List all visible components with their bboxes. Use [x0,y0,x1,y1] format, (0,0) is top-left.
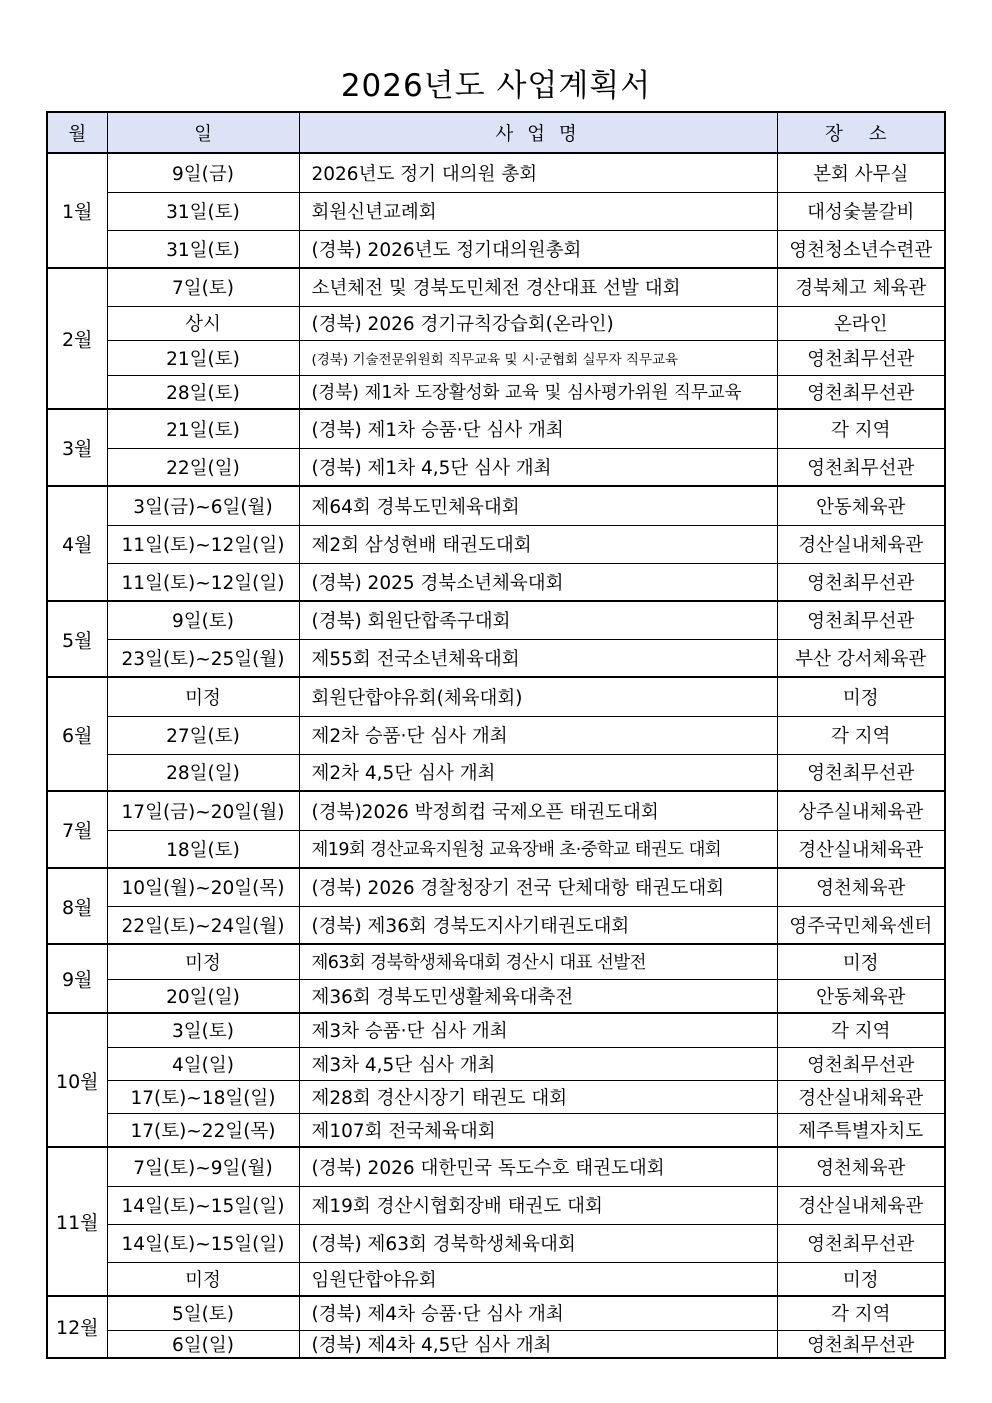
day-cell: 10일(월)~20일(목) [107,868,299,906]
day-cell: 3일(금)~6일(월) [107,486,299,525]
table-row [47,906,945,944]
event-cell: 제63회 경북학생체육대회 경산시 대표 선발전 [299,944,777,979]
day-cell: 4일(일) [107,1047,299,1080]
event-cell: 제28회 경산시장기 태권도 대회 [299,1080,777,1113]
day-cell: 11일(토)~12일(일) [107,525,299,563]
event-cell: 임원단합야유회 [299,1262,777,1296]
day-cell: 7일(토)~9일(월) [107,1147,299,1186]
day-cell: 28일(토) [107,375,299,409]
table-row [47,1113,945,1147]
table-row [47,1296,945,1330]
month-cell: 8월 [47,868,107,944]
day-cell: 28일(일) [107,754,299,791]
table-row [47,601,945,639]
event-cell: 제64회 경북도민체육대회 [299,486,777,525]
day-cell: 11일(토)~12일(일) [107,563,299,601]
business-plan-table [46,111,946,1359]
header-month: 월 [47,112,107,153]
day-cell: 22일(토)~24일(월) [107,906,299,944]
place-cell: 영천최무선관 [777,1330,945,1358]
month-cell: 4월 [47,486,107,601]
place-cell: 경산실내체육관 [777,1080,945,1113]
table-row [47,1047,945,1080]
place-cell: 영천최무선관 [777,754,945,791]
table-row [47,1186,945,1224]
table-row [47,525,945,563]
place-cell: 영천최무선관 [777,563,945,601]
table-row [47,639,945,677]
header-event: 사 업 명 [299,112,777,153]
day-cell: 27일(토) [107,716,299,754]
place-cell: 안동체육관 [777,486,945,525]
day-cell: 미정 [107,944,299,979]
place-cell: 미정 [777,1262,945,1296]
day-cell: 17(토)~18일(일) [107,1080,299,1113]
table-row [47,979,945,1013]
day-cell: 18일(토) [107,830,299,868]
place-cell: 각 지역 [777,1013,945,1047]
event-cell: (경북) 제1차 도장활성화 교육 및 심사평가위원 직무교육 [299,375,777,409]
place-cell: 영주국민체육센터 [777,906,945,944]
place-cell: 상주실내체육관 [777,791,945,830]
table-row [47,230,945,268]
event-cell: (경북) 회원단합족구대회 [299,601,777,639]
place-cell: 각 지역 [777,716,945,754]
table-row [47,192,945,230]
place-cell: 경북체고 체육관 [777,268,945,306]
table-row [47,563,945,601]
place-cell: 본회 사무실 [777,153,945,192]
table-row [47,268,945,306]
month-cell: 3월 [47,409,107,486]
table-row [47,1147,945,1186]
day-cell: 5일(토) [107,1296,299,1330]
day-cell: 31일(토) [107,230,299,268]
place-cell: 경산실내체육관 [777,1186,945,1224]
event-cell: 제36회 경북도민생활체육대축전 [299,979,777,1013]
day-cell: 14일(토)~15일(일) [107,1186,299,1224]
table-row [47,1262,945,1296]
month-cell: 1월 [47,153,107,268]
month-cell: 12월 [47,1296,107,1358]
table-row [47,409,945,448]
place-cell: 제주특별자치도 [777,1113,945,1147]
event-cell: 회원단합야유회(체육대회) [299,677,777,716]
day-cell: 23일(토)~25일(월) [107,639,299,677]
place-cell: 영천최무선관 [777,1224,945,1262]
header-place: 장 소 [777,112,945,153]
place-cell: 부산 강서체육관 [777,639,945,677]
table-body [47,153,945,1358]
event-cell: 제2차 4,5단 심사 개최 [299,754,777,791]
place-cell: 미정 [777,677,945,716]
event-cell: (경북) 제1차 4,5단 심사 개최 [299,448,777,486]
event-cell: (경북) 2026년도 정기대의원총회 [299,230,777,268]
day-cell: 3일(토) [107,1013,299,1047]
place-cell: 대성숯불갈비 [777,192,945,230]
table-row [47,868,945,906]
event-cell: (경북) 제63회 경북학생체육대회 [299,1224,777,1262]
month-cell: 9월 [47,944,107,1013]
day-cell: 6일(일) [107,1330,299,1358]
table-row [47,944,945,979]
event-cell: 2026년도 정기 대의원 총회 [299,153,777,192]
event-cell: (경북) 제36회 경북도지사기태권도대회 [299,906,777,944]
day-cell: 17일(금)~20일(월) [107,791,299,830]
day-cell: 20일(일) [107,979,299,1013]
table-row [47,375,945,409]
event-cell: (경북) 제4차 승품·단 심사 개최 [299,1296,777,1330]
day-cell: 미정 [107,1262,299,1296]
table-row [47,754,945,791]
table-row [47,153,945,192]
place-cell: 경산실내체육관 [777,525,945,563]
event-cell: 회원신년교례회 [299,192,777,230]
header-day: 일 [107,112,299,153]
place-cell: 경산실내체육관 [777,830,945,868]
event-cell: 제3차 4,5단 심사 개최 [299,1047,777,1080]
month-cell: 11월 [47,1147,107,1296]
table-row [47,486,945,525]
table-row [47,306,945,340]
day-cell: 31일(토) [107,192,299,230]
day-cell: 14일(토)~15일(일) [107,1224,299,1262]
place-cell: 영천최무선관 [777,601,945,639]
place-cell: 각 지역 [777,1296,945,1330]
day-cell: 17(토)~22일(목) [107,1113,299,1147]
event-cell: (경북) 2026 대한민국 독도수호 태권도대회 [299,1147,777,1186]
page-title: 2026년도 사업계획서 [340,68,652,104]
event-cell: (경북) 제1차 승품·단 심사 개최 [299,409,777,448]
day-cell: 21일(토) [107,409,299,448]
place-cell: 각 지역 [777,409,945,448]
event-cell: (경북) 2026 경찰청장기 전국 단체대항 태권도대회 [299,868,777,906]
place-cell: 영천청소년수련관 [777,230,945,268]
day-cell: 9일(금) [107,153,299,192]
place-cell: 영천체육관 [777,1147,945,1186]
day-cell: 7일(토) [107,268,299,306]
place-cell: 온라인 [777,306,945,340]
table-row [47,448,945,486]
event-cell: 제107회 전국체육대회 [299,1113,777,1147]
day-cell: 21일(토) [107,340,299,375]
table-row [47,1224,945,1262]
table-row [47,716,945,754]
place-cell: 영천최무선관 [777,448,945,486]
day-cell: 22일(일) [107,448,299,486]
month-cell: 10월 [47,1013,107,1147]
event-cell: (경북) 제4차 4,5단 심사 개최 [299,1330,777,1358]
day-cell: 미정 [107,677,299,716]
event-cell: (경북)2026 박정희컵 국제오픈 태권도대회 [299,791,777,830]
event-cell: 제2회 삼성현배 태권도대회 [299,525,777,563]
event-cell: 제55회 전국소년체육대회 [299,639,777,677]
month-cell: 6월 [47,677,107,791]
place-cell: 미정 [777,944,945,979]
table-row [47,791,945,830]
place-cell: 영천최무선관 [777,1047,945,1080]
month-cell: 5월 [47,601,107,677]
month-cell: 7월 [47,791,107,868]
month-cell: 2월 [47,268,107,409]
event-cell: 제3차 승품·단 심사 개최 [299,1013,777,1047]
table-row [47,1330,945,1358]
table-row [47,340,945,375]
place-cell: 영천최무선관 [777,340,945,375]
table-row [47,830,945,868]
event-cell: 제2차 승품·단 심사 개최 [299,716,777,754]
table-row [47,1013,945,1047]
event-cell: 제19회 경산교육지원청 교육장배 초·중학교 태권도 대회 [299,830,777,868]
event-cell: (경북) 2026 경기규칙강습회(온라인) [299,306,777,340]
event-cell: 소년체전 및 경북도민체전 경산대표 선발 대회 [299,268,777,306]
place-cell: 영천최무선관 [777,375,945,409]
place-cell: 안동체육관 [777,979,945,1013]
day-cell: 상시 [107,306,299,340]
event-cell: 제19회 경산시협회장배 태권도 대회 [299,1186,777,1224]
place-cell: 영천체육관 [777,868,945,906]
event-cell: (경북) 2025 경북소년체육대회 [299,563,777,601]
table-row [47,1080,945,1113]
table-header-row [47,112,945,153]
day-cell: 9일(토) [107,601,299,639]
event-cell: (경북) 기술전문위원회 직무교육 및 시·군협회 실무자 직무교육 [299,340,777,375]
table-row [47,677,945,716]
